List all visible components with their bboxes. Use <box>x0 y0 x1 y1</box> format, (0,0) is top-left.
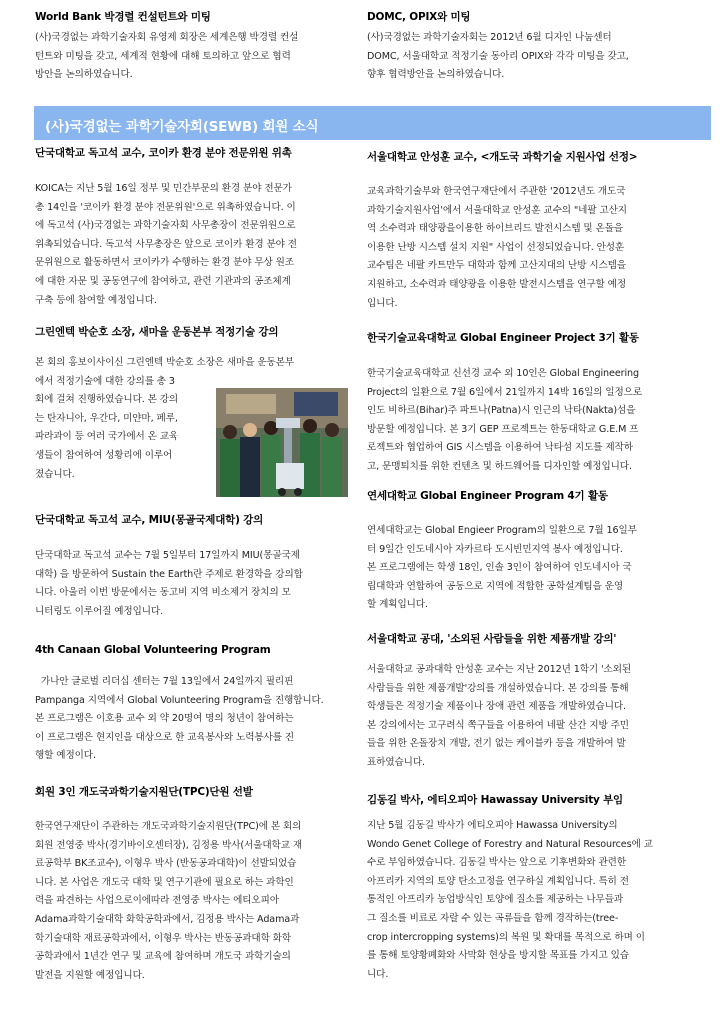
text-line: 수로 부임하였습니다. 김동길 박사는 앞으로 기후변화와 관련한 <box>367 857 627 869</box>
text-line: 학생들은 적정기술 제품이나 장애 관련 제품을 개발하였습니다. <box>367 701 627 713</box>
text-line: 를 통해 토양황폐화와 사막화 현상을 방지할 목표를 가지고 있습 <box>367 950 629 962</box>
article-domc-opix <box>367 10 685 85</box>
text-line: 니다. <box>367 968 389 980</box>
text-line: 생들이 참여하여 성황리에 이루어 <box>35 449 173 461</box>
text-line: 단국대학교 독고석 교수는 7월 5일부터 17일까지 MIU(몽골국제 <box>35 550 300 561</box>
article-title: 그린엔텍 박순호 소장, 새마을 운동본부 적정기술 강의 <box>35 326 279 338</box>
article-title: 4th Canaan Global Volunteering Program <box>35 644 271 656</box>
text-line: 력을 파견하는 사업으로이에따라 전영중 박사는 에티오피아 <box>35 895 279 907</box>
text-line: 들을 위한 온돌장치 개발, 전기 없는 케이블카 등을 개발하여 발 <box>367 738 626 750</box>
text-line: DOMC, 서울대학교 적정기술 동아리 OPIX와 각각 미팅을 갖고, <box>367 50 629 62</box>
text-line: 본 회의 홍보이사이신 그린엔텍 박순호 소장은 새마을 운동본부 <box>35 357 295 368</box>
text-line: 아프리카 지역의 토양 탄소고정을 연구하실 계획입니다. 특히 전 <box>367 875 629 887</box>
text-line: 본 프로그램은 이호용 교수 외 약 20명여 명의 청년이 참여하는 <box>35 713 294 725</box>
article-title: 서울대학교 안성훈 교수, <개도국 과학기술 지원사업 선정> <box>367 151 638 163</box>
article-yonsei-gep <box>367 489 685 615</box>
text-line: 이 프로그램은 현지인을 대상으로 한 교육봉사와 노력봉사를 진 <box>35 731 295 743</box>
text-line: KOICA는 지난 5월 16일 정부 및 민간부문의 환경 분야 전문가 <box>35 183 292 194</box>
text-line: 위촉되었습니다. 독고석 사무총장은 앞으로 코이카 환경 분야 전 <box>35 238 297 250</box>
text-line: 한국기술교육대학교 신선경 교수 외 10인은 Global Engineering <box>367 368 640 379</box>
text-line: 가나안 글로벌 리더십 센터는 7월 13일에서 24일까지 필리핀 <box>35 676 294 687</box>
text-line: 회에 걸쳐 진행하였습니다. 본 강의 <box>35 394 179 406</box>
article-title: 한국기술교육대학교 Global Engineer Project 3기 활동 <box>367 332 639 344</box>
text-line: 터 9일간 인도네시아 자카르타 도시빈민지역 봉사 예정입니다. <box>367 543 623 555</box>
text-line: 총 14인을 '코이카 환경 분야 전문위원'으로 위촉하였습니다. 이 <box>35 201 296 213</box>
text-line: 행할 예정이다. <box>35 750 96 762</box>
text-line: 턴트와 미팅을 갖고, 세계적 현황에 대해 토의하고 앞으로 협력 <box>35 50 291 62</box>
text-line: 한국연구재단이 주관하는 개도국과학기술지원단(TPC)에 본 회의 <box>35 821 302 832</box>
article-title: World Bank 박경렬 컨설턴트와 미팅 <box>35 11 211 23</box>
text-line: 과학기술지원사업'에서 서울대학교 안성훈 교수의 "네팔 고산지 <box>367 204 627 216</box>
article-canaan <box>35 643 353 766</box>
text-line: 인도 비하르(Bihar)주 파트나(Patna)시 인근의 낙타(Nakta)섬을 <box>367 405 636 417</box>
text-line: 방안을 논의하였습니다. <box>35 69 133 81</box>
text-line: 에 대한 자문 및 공동연구에 참여하고, 관련 기관과의 공조체계 <box>35 275 291 287</box>
text-line: 에 독고석 (사)국경없는 과학기술자회 사무총장이 전문위원으로 <box>35 220 296 232</box>
text-line: 대학) 을 방문하여 Sustain the Earth란 주제로 환경학을 강의합 <box>35 568 303 580</box>
article-snu-ahn <box>367 150 685 313</box>
text-line: Project의 일환으로 7월 6일에서 21일까지 14박 16일의 일정으로 <box>367 386 642 398</box>
article-miu <box>35 513 353 621</box>
text-line: 교수팀은 네팔 카트만두 대학과 함께 고산지대의 난방 시스템을 <box>367 260 627 272</box>
text-line: 본 프로그램에는 학생 18인, 인솔 3인이 참여하여 인도네시아 국 <box>367 562 632 574</box>
text-line: 서울대학교 공과대학 안성훈 교수는 지난 2012년 1학기 '소외된 <box>367 664 632 675</box>
article-title: 단국대학교 독고석 교수, MIU(몽골국제대학) 강의 <box>35 514 264 526</box>
text-line: 파라과이 등 여러 국가에서 온 교육 <box>35 431 179 443</box>
article-snu-lecture <box>367 632 685 773</box>
text-line: 지원하고, 소수력과 태양광을 이용한 발전시스템을 연구할 예정 <box>367 278 627 290</box>
text-line: 입니다. <box>367 297 398 309</box>
text-line: 그 질소를 비료로 자랄 수 있는 곡류들을 함께 경작하는(tree- <box>367 912 619 924</box>
article-koreatech-gep <box>367 331 685 477</box>
article-title: 단국대학교 독고석 교수, 코이카 환경 분야 전문위원 위촉 <box>35 147 292 159</box>
text-line: 립대학과 연합하여 공동으로 지역에 적합한 공학설계팀을 운영 <box>367 580 624 592</box>
group-photo-icon <box>216 388 348 497</box>
text-line: 에서 적정기술에 대한 강의를 총 3 <box>35 375 175 387</box>
article-title: 서울대학교 공대, '소외된 사람들을 위한 제품개발 강의' <box>367 633 617 645</box>
article-title: 김동길 박사, 에티오피아 Hawassay University 부임 <box>367 794 624 806</box>
article-koica <box>35 146 353 310</box>
text-line: 발전을 지원할 예정입니다. <box>35 969 145 981</box>
text-line: 니다. 아울러 이번 방문에서는 동고비 지역 비소제거 장치의 모 <box>35 587 291 599</box>
text-line: 는 탄자니아, 우간다, 미얀마, 페루, <box>35 412 178 424</box>
text-line: 표하였습니다. <box>367 756 425 768</box>
text-line: 연세대학교는 Global Engieer Program의 일환으로 7월 16일부 <box>367 525 637 536</box>
article-title: 연세대학교 Global Engineer Program 4기 활동 <box>367 490 608 502</box>
text-line: crop intercropping systems)의 복원 및 확대를 목적으로 하며 이 <box>367 931 645 943</box>
text-line: 공학과에서 1년간 연구 및 교육에 참여하며 개도국 과학기술의 <box>35 951 291 963</box>
text-line: 문위원으로 활동하면서 코이카가 수행하는 환경 분야 무상 원조 <box>35 257 295 269</box>
text-line: 고, 문맹퇴치를 위한 컨텐츠 및 하드웨어를 디자인할 예정입니다. <box>367 460 632 472</box>
text-line: 로젝트와 협업하여 GIS 시스템을 이용하여 낙타섬 지도를 제작하 <box>367 442 633 454</box>
text-line: 학기술대학 재료공학과에서, 이형우 박사는 반동공과대학 화학 <box>35 932 292 944</box>
text-line: 니터링도 이루어질 예정입니다. <box>35 605 164 617</box>
text-line: 니다. 본 사업은 개도국 대학 및 연구기관에 필요로 하는 과학인 <box>35 876 294 888</box>
text-line: 통적인 아프리카 농업방식인 토양에 질소를 제공하는 나무들과 <box>367 894 624 906</box>
text-line: 회원 전영중 박사(경기바이오센터장), 김정용 박사(서울대학교 재 <box>35 839 302 851</box>
article-tpc <box>35 785 353 985</box>
text-line: 할 계획입니다. <box>367 599 428 611</box>
text-line: Adama과학기술대학 화학공학과에서, 김정용 박사는 Adama과 <box>35 913 300 925</box>
text-line: 구축 등에 참여할 예정입니다. <box>35 294 157 306</box>
article-title: 회원 3인 개도국과학기술지원단(TPC)단원 선발 <box>35 786 253 798</box>
text-line: 향후 협력방안을 논의하였습니다. <box>367 69 505 81</box>
text-line: (사)국경없는 과학기술자회는 2012년 6월 디자인 나눔센터 <box>367 32 612 43</box>
section-banner-title: (사)국경없는 과학기술자회(SEWB) 회원 소식 <box>45 119 319 135</box>
article-title: DOMC, OPIX와 미팅 <box>367 11 471 23</box>
article-hawassa <box>367 793 685 984</box>
text-line: 교육과학기술부와 한국연구재단에서 주관한 '2012년도 개도국 <box>367 186 626 197</box>
text-line: 방문할 예정입니다. 본 3기 GEP 프로젝트는 한동대학교 G.E.M 프 <box>367 423 639 435</box>
text-line: 사람들을 위한 제품개발'강의를 개설하였습니다. 본 강의를 통해 <box>367 682 629 694</box>
text-line: 역 소수력과 태양광을이용한 하이브리드 발전시스템 및 온돌을 <box>367 223 624 235</box>
text-line: 료공학부 BK조교수), 이형우 박사 (반동공과대학)이 선발되었습 <box>35 858 297 870</box>
text-line: 졌습니다. <box>35 468 75 480</box>
text-line: 지난 5월 김동길 박사가 에티오피아 Hawassa University의 <box>367 820 618 831</box>
text-line: Pampanga 지역에서 Global Volunteering Program을 진행합니다. <box>35 694 324 706</box>
text-line: Wondo Genet College of Forestry and Natural Resources에 교 <box>367 838 653 850</box>
text-line: (사)국경없는 과학기술자회 유영제 회장은 세계은행 박경렬 컨설 <box>35 32 299 43</box>
text-line: 이용한 난방 시스템 설치 지원" 사업이 선정되었습니다. 안성훈 <box>367 241 625 253</box>
text-line: 본 강의에서는 고구려식 쪽구들을 이용하여 네팔 산간 지방 주민 <box>367 719 629 731</box>
article-world-bank <box>35 10 353 85</box>
